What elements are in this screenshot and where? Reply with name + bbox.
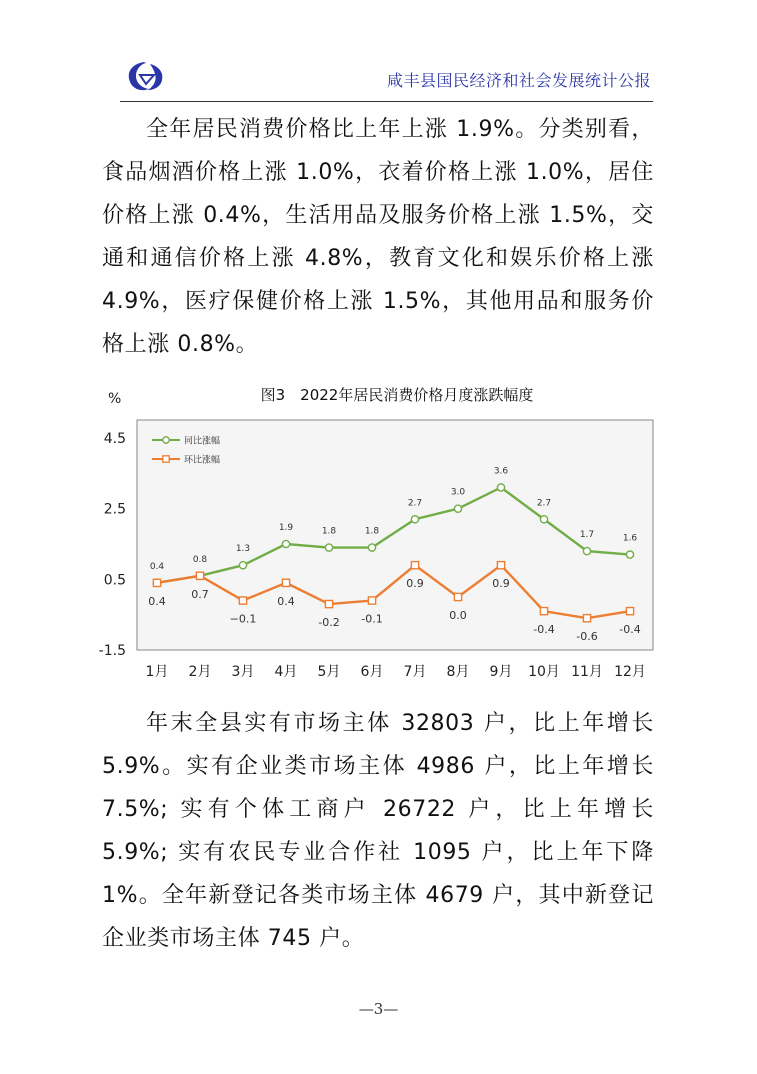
x-tick-label: 10月 bbox=[528, 664, 560, 680]
data-point-mom bbox=[626, 608, 633, 615]
data-point-yoy bbox=[411, 516, 418, 523]
data-point-mom bbox=[239, 597, 246, 604]
y-tick-label: 0.5 bbox=[103, 572, 126, 589]
x-tick-label: 9月 bbox=[489, 664, 513, 680]
statistics-logo-icon bbox=[124, 58, 168, 94]
data-label: 0.9 bbox=[406, 577, 424, 591]
cpi-paragraph: 全年居民消费价格比上年上涨 1.9%。分类别看，食品烟酒价格上涨 1.0%，衣着价格上涨 1.0%，居住价格上涨 0.4%，生活用品及服务价格上涨 1.5%，交通和通信价格上涨 4.8%，教育文化和娱乐价格上涨 4.9%，医疗保健价格上涨 1.5%，其他用品和服务价格上涨 0.8%。 bbox=[102, 117, 654, 357]
x-tick-label: 3月 bbox=[231, 664, 255, 680]
chart-title: 图3 2022年居民消费价格月度涨跌幅度 bbox=[260, 386, 534, 404]
data-point-yoy bbox=[239, 562, 246, 569]
data-point-mom bbox=[540, 608, 547, 615]
data-label: 1.7 bbox=[579, 530, 595, 541]
data-label: -0.4 bbox=[619, 623, 641, 637]
data-label: 3.0 bbox=[450, 487, 466, 498]
x-tick-label: 7月 bbox=[403, 664, 427, 680]
data-label: 0.4 bbox=[148, 594, 166, 608]
data-point-yoy bbox=[626, 551, 633, 558]
data-label: 3.6 bbox=[493, 466, 509, 477]
data-point-mom bbox=[282, 579, 289, 586]
data-label: 0.9 bbox=[492, 577, 510, 591]
data-label: -0.6 bbox=[576, 630, 598, 644]
report-title: 咸丰县国民经济和社会发展统计公报 bbox=[386, 71, 651, 90]
header-rule bbox=[120, 101, 653, 102]
y-axis-unit: % bbox=[108, 391, 122, 407]
market-entities-paragraph: 年末全县实有市场主体 32803 户，比上年增长 5.9%。实有企业类市场主体 4986 户，比上年增长 7.5%; 实有个体工商户 26722 户，比上年增长 5.9%; 实有农民专业合作社 1095 户，比上年下降 1%。全年新登记各类市场主体 4679 户，其中新登记企业类市场主体 745 户。 bbox=[102, 711, 654, 951]
data-label: −0.1 bbox=[229, 612, 257, 626]
legend-label: 同比涨幅 bbox=[184, 436, 221, 447]
x-tick-label: 11月 bbox=[571, 664, 603, 680]
data-label: 1.6 bbox=[622, 533, 638, 544]
y-tick-label: 2.5 bbox=[103, 501, 126, 518]
data-point-yoy bbox=[282, 540, 289, 547]
data-point-yoy bbox=[454, 505, 461, 512]
data-label: -0.4 bbox=[533, 623, 555, 637]
data-point-mom bbox=[583, 615, 590, 622]
data-point-yoy bbox=[540, 516, 547, 523]
data-point-mom bbox=[325, 600, 332, 607]
data-label: 1.8 bbox=[321, 526, 337, 537]
data-label: 2.7 bbox=[536, 498, 552, 509]
data-label: 1.9 bbox=[278, 523, 294, 533]
x-tick-label: 5月 bbox=[317, 664, 341, 680]
data-label: 0.7 bbox=[191, 587, 209, 601]
data-point-mom bbox=[153, 579, 160, 586]
x-tick-label: 1月 bbox=[145, 664, 169, 680]
legend-marker bbox=[163, 456, 169, 462]
data-point-mom bbox=[368, 597, 375, 604]
x-tick-label: 8月 bbox=[446, 664, 470, 680]
x-tick-label: 4月 bbox=[274, 664, 298, 680]
data-point-yoy bbox=[325, 544, 332, 551]
cpi-monthly-chart bbox=[90, 378, 670, 688]
page-header bbox=[120, 56, 653, 102]
data-label: 1.3 bbox=[235, 544, 251, 555]
x-tick-label: 6月 bbox=[360, 664, 384, 680]
page-number: —3— bbox=[358, 1000, 399, 1018]
data-point-mom bbox=[454, 593, 461, 600]
data-label: 1.8 bbox=[364, 526, 380, 537]
data-point-mom bbox=[196, 572, 203, 579]
data-label: 0.8 bbox=[192, 554, 208, 565]
data-point-mom bbox=[497, 562, 504, 569]
data-label: 0.4 bbox=[277, 594, 295, 608]
data-point-mom bbox=[411, 562, 418, 569]
x-tick-label: 2月 bbox=[188, 664, 212, 680]
y-tick-label: 4.5 bbox=[103, 431, 126, 447]
legend-label: 环比涨幅 bbox=[184, 455, 221, 466]
legend-marker bbox=[163, 437, 169, 443]
data-label: 0.4 bbox=[149, 561, 165, 572]
data-point-yoy bbox=[497, 484, 504, 491]
data-point-yoy bbox=[368, 544, 375, 551]
data-label: -0.2 bbox=[318, 616, 340, 630]
data-label: -0.1 bbox=[361, 612, 383, 626]
y-tick-label: -1.5 bbox=[98, 643, 126, 659]
x-tick-label: 12月 bbox=[614, 664, 646, 680]
data-label: 0.0 bbox=[449, 609, 467, 622]
data-point-yoy bbox=[583, 547, 590, 554]
data-label: 2.7 bbox=[407, 498, 423, 509]
